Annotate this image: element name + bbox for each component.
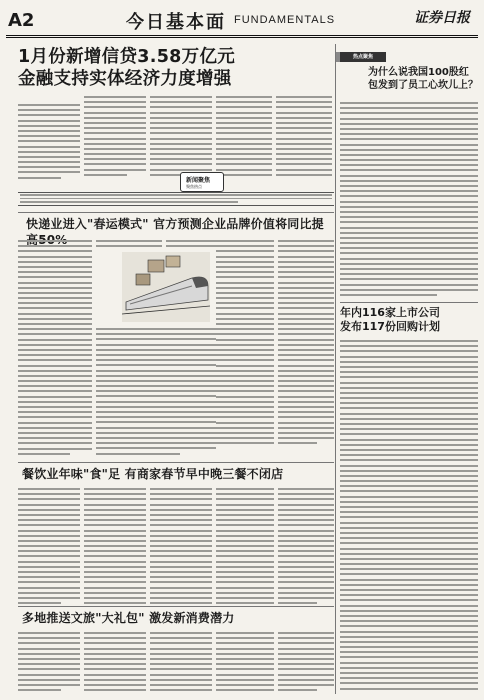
lead-body-col2 [84,96,146,176]
article4-col2 [84,632,146,694]
news-brief-box [18,192,334,206]
article2-col2 [96,240,162,250]
side2-headline[interactable] [340,306,478,333]
newspaper-logo: 证券日报 [414,10,470,26]
article2-rule [18,212,334,213]
article4-headline[interactable]: 多地推送文旅"大礼包" 激发新消费潜力 [22,611,235,625]
side-headline[interactable]: 为什么说我国100股红包发到了员工心坎儿上？ [368,67,478,91]
article4-col1 [18,632,80,694]
section-title: 今日基本面 [126,12,226,33]
lead-headline[interactable] [18,46,318,90]
lead-headline-line2: 金融支持实体经济力度增强 [18,69,232,89]
article3-col4 [216,488,274,606]
article4-col4 [216,632,274,694]
article4-col5 [278,632,334,694]
article3-col1 [18,488,80,606]
stamp-subtitle: 聚焦热点 [186,184,202,189]
lead-headline-line1: 1月份新增信贷3.58万亿元 [18,47,236,67]
section-title-english: FUNDAMENTALS [234,14,336,26]
column-divider [335,44,336,694]
article2-headline[interactable]: 快递业进入"春运模式" 官方预测企业品牌价值将同比提 [26,217,324,231]
article2-col5 [278,240,334,460]
article3-col2 [84,488,146,606]
stamp-title: 新闻聚焦 [186,177,211,184]
lead-body-col3 [150,96,212,176]
lead-body-col5 [276,96,332,176]
article3-col5 [278,488,334,606]
train-parcel-illustration [122,252,210,322]
lead-body-col4 [216,96,272,176]
article2-col2-lower [96,328,216,460]
article4-rule [18,606,334,607]
article3-rule [18,462,334,463]
lead-body-col1 [18,104,80,180]
article2-col1 [18,240,92,460]
article3-col3 [150,488,212,606]
side2-headline-line2: 发布117份回购计划 [340,319,440,333]
page-number: A2 [8,10,35,31]
side-body [340,102,478,298]
article4-col3 [150,632,212,694]
side-divider [340,302,478,303]
article3-headline[interactable]: 餐饮业年味"食"足 有商家春节早中晚三餐不闭店 [22,467,284,481]
article2-col4 [216,240,274,460]
section-tag: 热点聚焦 [340,52,386,62]
side2-headline-line1: 年内116家上市公司 [340,306,440,319]
masthead [6,4,478,38]
side2-body [340,340,478,690]
